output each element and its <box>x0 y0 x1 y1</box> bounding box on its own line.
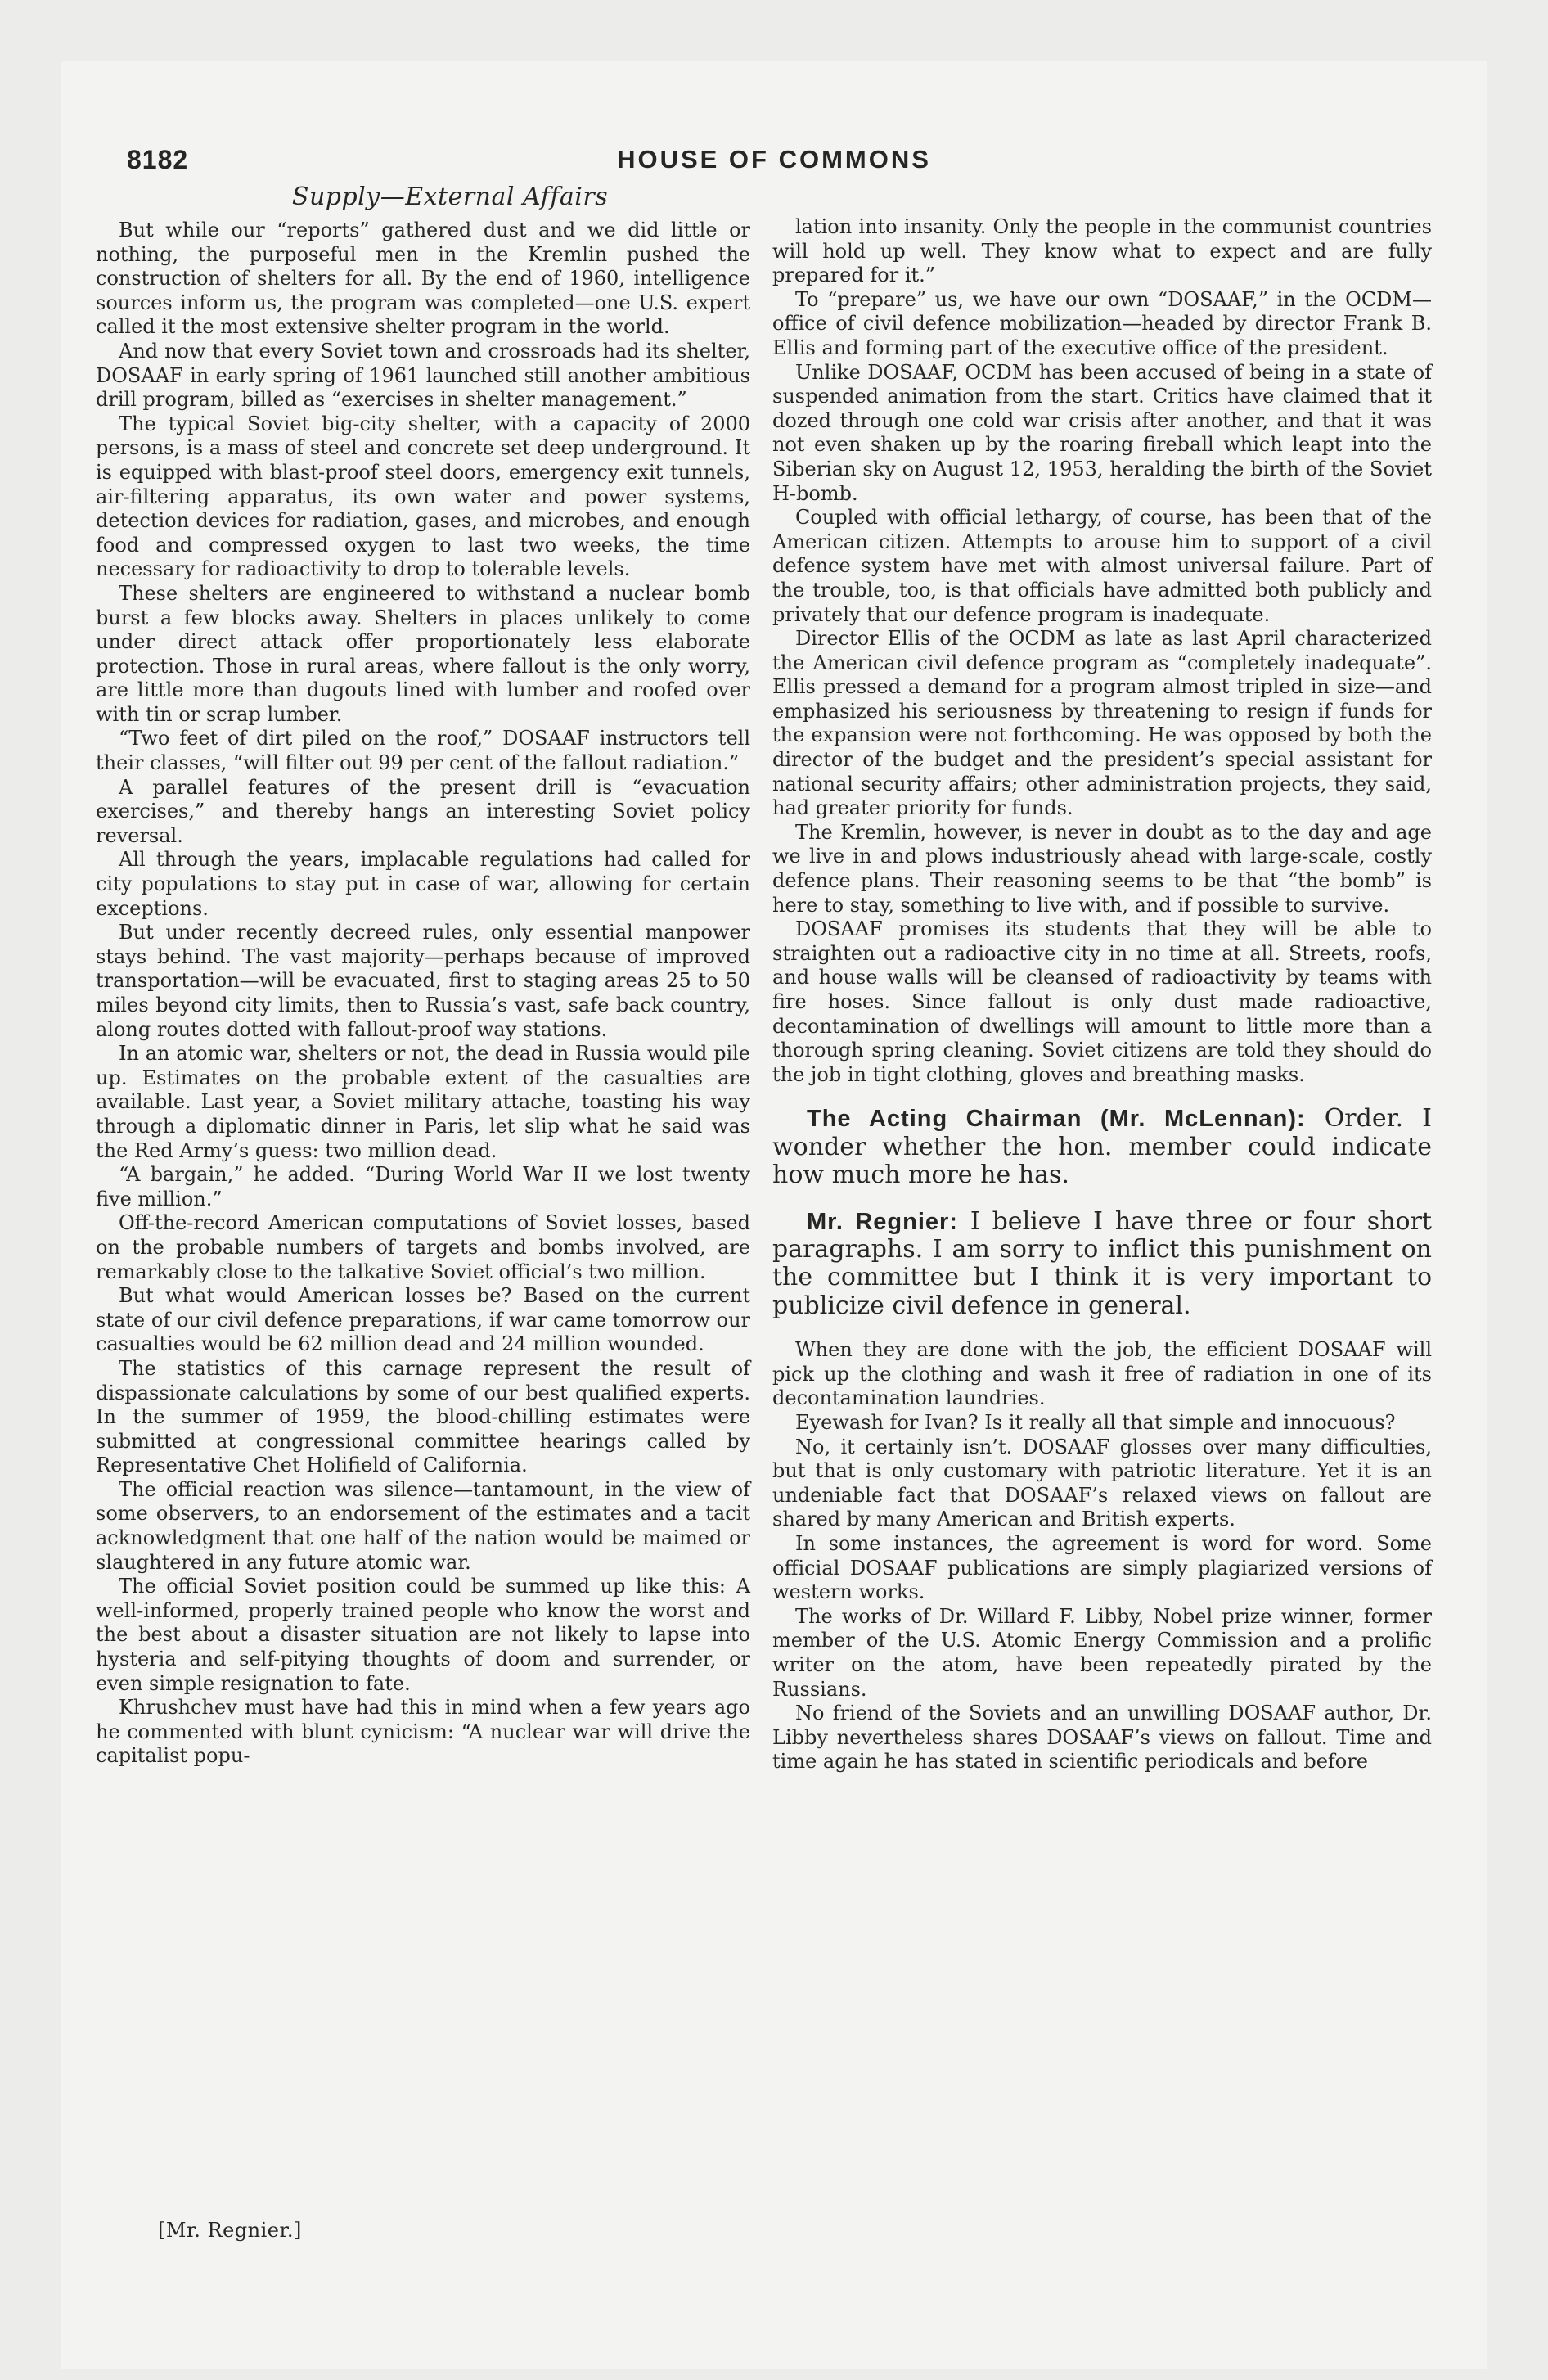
paragraph: When they are done with the job, the efficient DOSAAF will pick up the clothing and wash it free of radiation in one of its decontamination laundries. <box>772 1338 1432 1410</box>
paragraph: And now that every Soviet town and crossroads had its shelter, DOSAAF in early spring of 1961 launched still another ambitious drill program, billed as “exercises in shelter management.” <box>96 339 750 412</box>
paragraph: Khrushchev must have had this in mind when a few years ago he commented with blunt cynicism: “A nuclear war will drive the capitalist popu- <box>96 1696 750 1768</box>
hansard-page <box>61 61 1487 2369</box>
paragraph: But while our “reports” gathered dust and we did little or nothing, the purposeful men in the Kremlin pushed the construction of shelters for all. By the end of 1960, intelligence sources inform us, the program was completed—one U.S. expert called it the most extensive shelter program in the world. <box>96 219 750 339</box>
running-title: HOUSE OF COMMONS <box>617 145 931 174</box>
paragraph: lation into insanity. Only the people in the communist countries will hold up well. They know what to expect and are fully prepared for it.” <box>772 215 1432 287</box>
speech-text: Order. I wonder whether the hon. member could indicate how much more he has. <box>772 1104 1432 1190</box>
paragraph: Off-the-record American computations of Soviet losses, based on the probable numbers of targets and bombs involved, are remarkably close to the talkative Soviet official’s two million. <box>96 1211 750 1283</box>
paragraph: In an atomic war, shelters or not, the dead in Russia would pile up. Estimates on the probable extent of the casualties are available. Last year, a Soviet military attache, toasting his way through a diplomatic dinner in Paris, let slip what he said was the Red Army’s guess: two million dead. <box>96 1042 750 1162</box>
paragraph: The typical Soviet big-city shelter, with a capacity of 2000 persons, is a mass of steel and concrete set deep underground. It is equipped with blast-proof steel doors, emergency exit tunnels, air-filtering apparatus, its own water and power systems, detection devices for radiation, gases, and microbes, and enough food and compressed oxygen to last two weeks, the time necessary for radioactivity to drop to tolerable levels. <box>96 412 750 581</box>
paragraph: A parallel features of the present drill is “evacuation exercises,” and thereby hangs an interesting Soviet policy reversal. <box>96 775 750 847</box>
paragraph: All through the years, implacable regulations had called for city populations to stay put in case of war, allowing for certain exceptions. <box>96 848 750 920</box>
paragraph: The works of Dr. Willard F. Libby, Nobel prize winner, former member of the U.S. Atomic Energy Commission and a prolific writer on the atom, have been repeatedly pirated by the Russians. <box>772 1604 1432 1701</box>
paragraph: But what would American losses be? Based on the current state of our civil defence preparations, if war came tomorrow our casualties would be 62 million dead and 24 million wounded. <box>96 1284 750 1356</box>
paragraph: Coupled with official lethargy, of course, has been that of the American citizen. Attempts to arouse him to support of a civil defence system have met with almost universal failure. Part of the trouble, too, is that officials have admitted both publicly and privately that our defence program is inadequate. <box>772 506 1432 626</box>
speech-text: I believe I have three or four short paragraphs. I am sorry to inflict this punishment on the committee but I think it is very important to publicize civil defence in general. <box>772 1206 1432 1320</box>
paragraph: The statistics of this carnage represent the result of dispassionate calculations by some of our best qualified experts. In the summer of 1959, the blood-chilling estimates were submitted at congressional committee hearings called by Representative Chet Holifield of California. <box>96 1356 750 1477</box>
speaker-name: Mr. Regnier: <box>807 1208 958 1235</box>
paragraph: To “prepare” us, we have our own “DOSAAF,” in the OCDM—office of civil defence mobilization—headed by director Frank B. Ellis and forming part of the executive office of the president. <box>772 287 1432 359</box>
speaker-name: The Acting Chairman (Mr. McLennan): <box>807 1106 1306 1133</box>
paragraph: The official Soviet position could be summed up like this: A well-informed, properly trained people who know the worst and the best about a disaster situation are not likely to lapse into hysteria and self-pitying thoughts of doom and surrender, or even simple resignation to fate. <box>96 1575 750 1695</box>
paragraph: These shelters are engineered to withstand a nuclear bomb burst a few blocks away. Shelters in places unlikely to come under direct attack offer proportionately less elaborate protection. Those in rural areas, where fallout is the only worry, are little more than dugouts lined with lumber and roofed over with tin or scrap lumber. <box>96 581 750 726</box>
right-column <box>772 215 1432 1774</box>
paragraph: The Kremlin, however, is never in doubt as to the day and age we live in and plows industriously ahead with large-scale, costly defence plans. Their reasoning seems to be that “the bomb” is here to stay, something to live with, and if possible to survive. <box>772 820 1432 917</box>
paragraph: Unlike DOSAAF, OCDM has been accused of being in a state of suspended animation from the start. Critics have claimed that it dozed through one cold war crisis after another, and that it was not even shaken up by the roaring fireball which leapt into the Siberian sky on August 12, 1953, heralding the birth of the Soviet H-bomb. <box>772 360 1432 505</box>
paragraph: DOSAAF promises its students that they will be able to straighten out a radioactive city in no time at all. Streets, roofs, and house walls will be cleansed of radioactivity by teams with fire hoses. Since fallout is only dust made radioactive, decontamination of dwellings will amount to little more than a thorough spring cleaning. Soviet citizens are told they should do the job in tight clothing, gloves and breathing masks. <box>772 917 1432 1086</box>
paragraph: But under recently decreed rules, only essential manpower stays behind. The vast majority—perhaps because of improved transportation—will be evacuated, first to staging areas 25 to 50 miles beyond city limits, then to Russia’s vast, safe back country, along routes dotted with fallout-proof way stations. <box>96 921 750 1041</box>
paragraph: No friend of the Soviets and an unwilling DOSAAF author, Dr. Libby nevertheless shares DOSAAF’s views on fallout. Time and time again he has stated in scientific periodicals and before <box>772 1702 1432 1774</box>
paragraph: No, it certainly isn’t. DOSAAF glosses over many difficulties, but that is only customary with patriotic literature. Yet it is an undeniable fact that DOSAAF’s relaxed views on fallout are shared by many American and British experts. <box>772 1435 1432 1531</box>
paragraph: Director Ellis of the OCDM as late as last April characterized the American civil defence program as “completely inadequate”. Ellis pressed a demand for a program almost tripled in size—and emphasized his seriousness by threatening to resign if funds for the expansion were not forthcoming. He was opposed by both the director of the budget and the president’s special assistant for national security affairs; other administration projects, they said, had greater priority for funds. <box>772 627 1432 820</box>
speech-acting-chairman <box>772 1105 1432 1189</box>
page-number: 8182 <box>127 145 189 174</box>
page-header <box>61 145 1487 186</box>
paragraph: In some instances, the agreement is word for word. Some official DOSAAF publications are simply plagiarized versions of western works. <box>772 1531 1432 1604</box>
section-subheading: Supply—External Affairs <box>291 183 609 211</box>
paragraph: The official reaction was silence—tantamount, in the view of some observers, to an endorsement of the estimates and a tacit acknowledgment that one half of the nation would be maimed or slaughtered in any future atomic war. <box>96 1477 750 1574</box>
left-column <box>96 219 750 1769</box>
paragraph: Eyewash for Ivan? Is it really all that simple and innocuous? <box>795 1411 1396 1434</box>
speech-mr-regnier <box>772 1208 1432 1321</box>
speaker-note: [Mr. Regnier.] <box>158 2219 302 2242</box>
paragraph: “Two feet of dirt piled on the roof,” DOSAAF instructors tell their classes, “will filter out 99 per cent of the fallout radiation.” <box>96 727 750 775</box>
paragraph: “A bargain,” he added. “During World War II we lost twenty five million.” <box>96 1163 750 1210</box>
